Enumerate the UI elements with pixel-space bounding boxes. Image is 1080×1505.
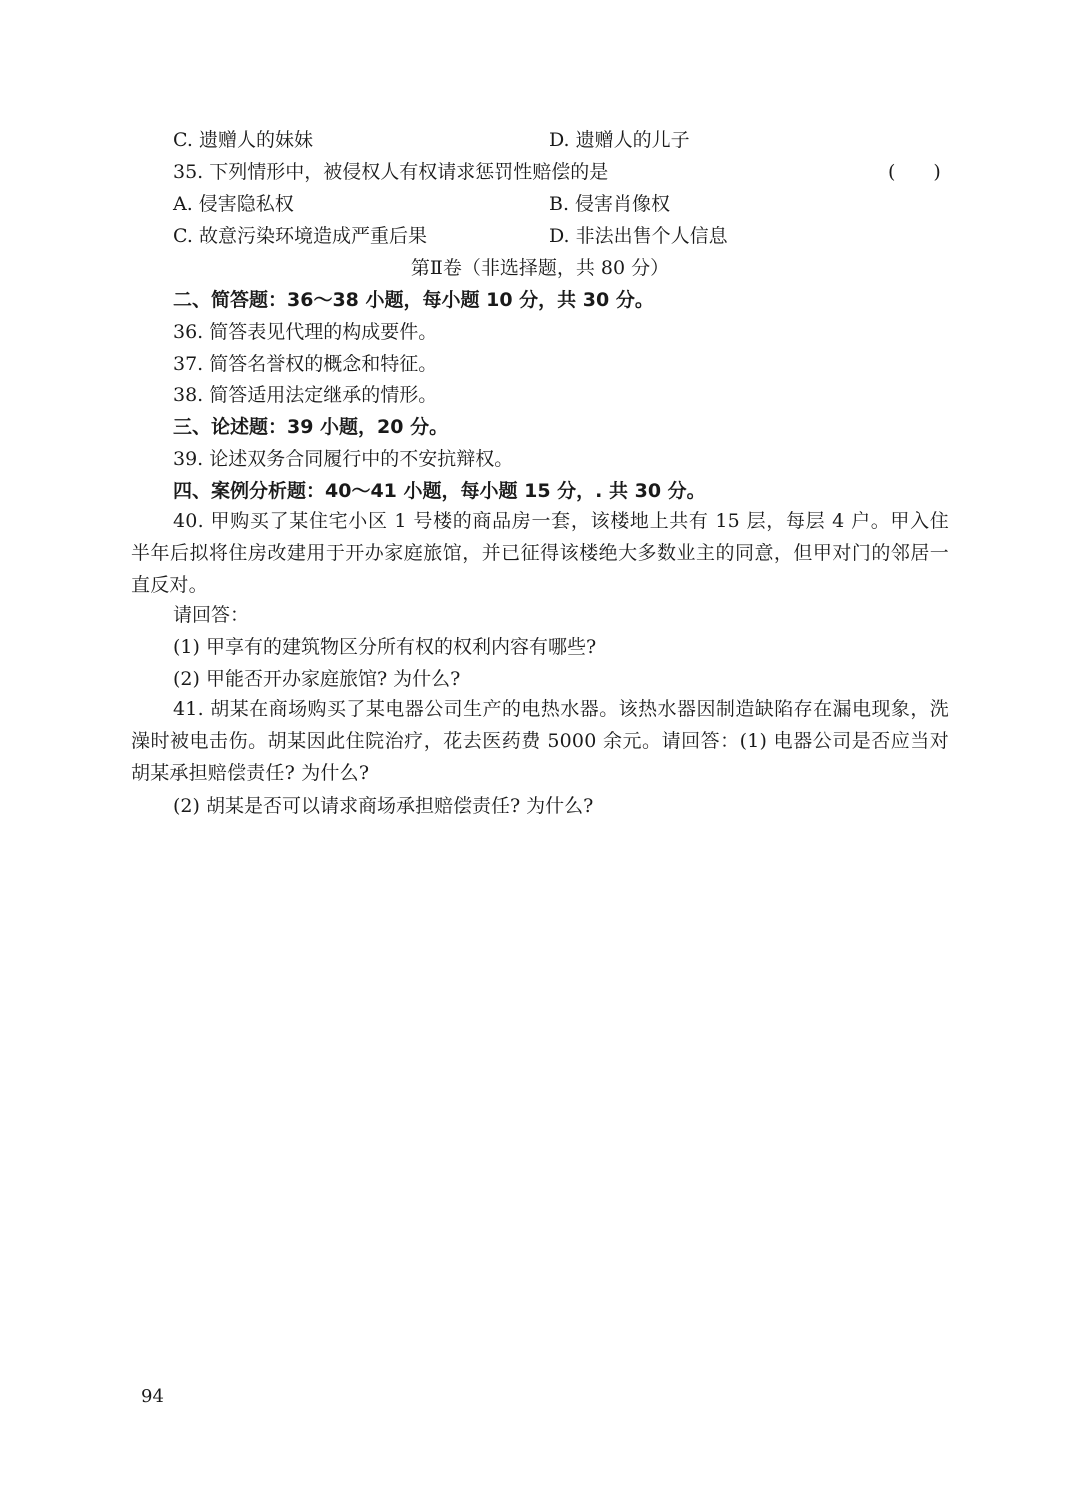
question-39: 39. 论述双务合同履行中的不安抗辩权。 (173, 448, 514, 470)
q34-option-c: C. 遗赠人的妹妹 (173, 129, 313, 151)
q35-stem: 35. 下列情形中，被侵权人有权请求惩罚性赔偿的是 (173, 161, 609, 183)
question-40-sub2: (2) 甲能否开办家庭旅馆? 为什么? (173, 668, 461, 690)
page-number: 94 (141, 1386, 164, 1407)
question-40-text: 40. 甲购买了某住宅小区 1 号楼的商品房一套，该楼地上共有 15 层，每层 4 户。甲入住半年后拟将住房改建用于开办家庭旅馆，并已征得该楼绝大多数业主的同意，但甲对门的邻居一直反对。 (131, 510, 949, 596)
section4-heading: 四、案例分析题：40～41 小题，每小题 15 分，. 共 30 分。 (173, 480, 706, 502)
q34-option-d: D. 遗赠人的儿子 (549, 129, 690, 151)
question-40-sub1: (1) 甲享有的建筑物区分所有权的权利内容有哪些? (173, 636, 597, 658)
q35-option-a: A. 侵害隐私权 (173, 193, 294, 215)
q35-option-c: C. 故意污染环境造成严重后果 (173, 225, 427, 247)
q35-answer-paren: ( ) (888, 161, 941, 183)
q35-option-d: D. 非法出售个人信息 (549, 225, 728, 247)
question-36: 36. 简答表见代理的构成要件。 (173, 321, 438, 343)
question-38: 38. 简答适用法定继承的情形。 (173, 384, 438, 406)
part2-title: 第Ⅱ卷（非选择题，共 80 分） (410, 257, 670, 279)
question-41-sub2: (2) 胡某是否可以请求商场承担赔偿责任? 为什么? (173, 795, 594, 817)
section2-heading: 二、简答题：36～38 小题，每小题 10 分，共 30 分。 (173, 289, 654, 311)
q35-option-b: B. 侵害肖像权 (549, 193, 671, 215)
section3-heading: 三、论述题：39 小题，20 分。 (173, 416, 449, 438)
question-40-prompt: 请回答： (173, 604, 250, 626)
question-41-text: 41. 胡某在商场购买了某电器公司生产的电热水器。该热水器因制造缺陷存在漏电现象，洗澡时被电击伤。胡某因此住院治疗，花去医药费 5000 余元。请回答：(1) 电器公司是否应当对胡某承担赔偿责任? 为什么? (131, 698, 949, 784)
question-37: 37. 简答名誉权的概念和特征。 (173, 353, 438, 375)
